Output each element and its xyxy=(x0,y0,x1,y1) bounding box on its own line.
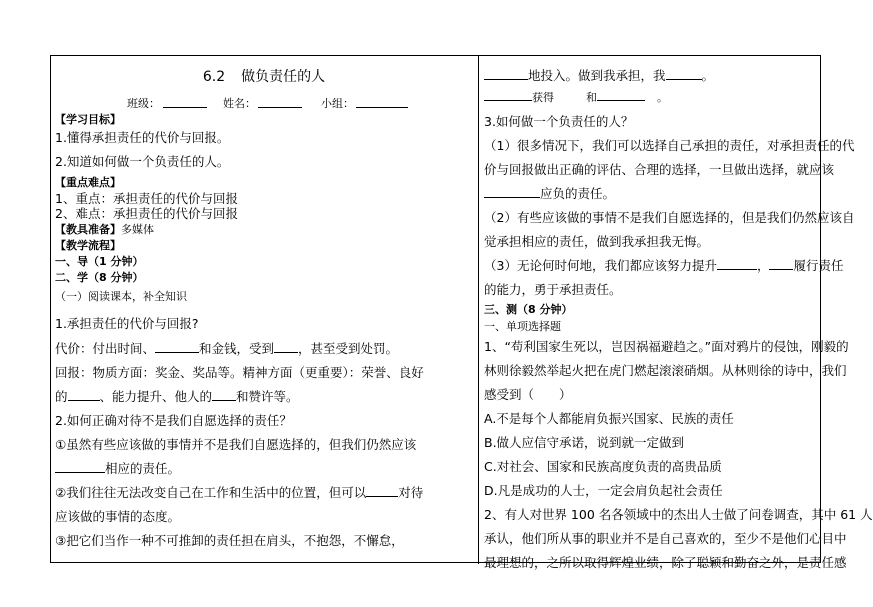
mc2-line-1: 2、有人对世界 100 名各领域中的杰出人士做了问卷调查，其中 61 人 xyxy=(484,507,873,522)
q1-cost-text-b: 和金钱，受到 xyxy=(199,341,275,356)
q3-item-3-a xyxy=(484,256,844,274)
column-divider xyxy=(478,56,479,564)
q3-item-2-b: 觉承担相应的责任，做到我承担我无悔。 xyxy=(484,234,710,249)
r-gain-end: 。 xyxy=(657,91,668,104)
q3-item-3-b: 的能力，勇于承担责任。 xyxy=(484,282,622,297)
prep-row xyxy=(55,221,154,237)
mc1-line-3: 感受到（ ） xyxy=(484,387,572,402)
q1-blank-3[interactable] xyxy=(68,388,100,401)
mc1-line-1: 1、“苟利国家生死以，岂因祸福避趋之。”面对鸦片的侵蚀，刚毅的 xyxy=(484,339,849,354)
goal-2: 2.知道如何做一个负责任的人。 xyxy=(55,154,230,169)
q3-item-1-a: （1）很多情况下，我们可以选择自己承担的责任，对承担责任的代 xyxy=(484,138,855,153)
class-blank[interactable] xyxy=(163,95,207,108)
q3-blank-1[interactable] xyxy=(484,185,540,198)
q2-point-1: ①虽然有些应该做的事情并不是我们自愿选择的，但我们仍然应该 xyxy=(55,437,417,452)
group-blank[interactable] xyxy=(356,95,408,108)
q1-return-text-b: 、能力提升、他人的 xyxy=(99,389,213,404)
q1-cost-line xyxy=(55,339,398,357)
q3-item-2-a: （2）有些应该做的事情不是我们自愿选择的，但是我们仍然应该自 xyxy=(484,210,855,225)
worksheet-table xyxy=(50,55,873,570)
lesson-number: 6.2 xyxy=(202,69,226,85)
name-blank[interactable] xyxy=(258,95,302,108)
q1-return-text-a: 的 xyxy=(55,389,68,404)
r-blank-2[interactable] xyxy=(666,67,702,80)
q3-blank-3[interactable] xyxy=(769,257,793,270)
q2-point-1-text: 相应的责任。 xyxy=(105,461,181,476)
q3-item-3-text-a: （3）无论何时何地，我们都应该努力提升 xyxy=(484,258,717,273)
q2-blank-2[interactable] xyxy=(366,484,398,497)
r-continued-text: 地投入。做到我承担，我 xyxy=(528,68,666,83)
class-label: 班级： xyxy=(127,97,160,110)
q2-blank-1[interactable] xyxy=(55,460,105,473)
name-label: 姓名： xyxy=(223,97,256,110)
goal-1: 1.懂得承担责任的代价与回报。 xyxy=(55,130,230,145)
prep-header: 【教具准备】 xyxy=(55,223,121,236)
lesson-title: 做负责任的人 xyxy=(241,69,326,85)
r-blank-4[interactable] xyxy=(597,88,645,101)
mc1-line-2: 林则徐毅然举起火把在虎门燃起滚滚硝烟。从林则徐的诗中，我们 xyxy=(484,363,847,378)
q1-return-line-2 xyxy=(55,387,299,405)
r-gain-and: 和 xyxy=(586,91,597,104)
q1-blank-1[interactable] xyxy=(155,340,199,353)
r-blank-3[interactable] xyxy=(484,88,532,101)
right-column xyxy=(484,56,873,570)
r-blank-1[interactable] xyxy=(484,67,528,80)
r-continued-line xyxy=(484,66,714,84)
step-guide: 一、导（1 分钟） xyxy=(55,255,144,268)
question-3: 3.如何做一个负责任的人？ xyxy=(484,114,634,129)
q2-point-1-cont xyxy=(55,459,180,477)
goals-header: 【学习目标】 xyxy=(55,113,121,126)
page-title xyxy=(55,66,473,86)
mc1-option-d[interactable]: D.凡是成功的人士，一定会肩负起社会责任 xyxy=(484,483,723,498)
q1-return-text-c: 和赞许等。 xyxy=(236,389,299,404)
q1-cost-text-a: 代价：付出时间、 xyxy=(55,341,156,356)
group-label: 小组： xyxy=(321,97,354,110)
mc1-option-c[interactable]: C.对社会、国家和民族高度负责的高贵品质 xyxy=(484,459,722,474)
question-2: 2.如何正确对待不是我们自愿选择的责任？ xyxy=(55,413,292,428)
mc1-option-a[interactable]: A.不是每个人都能肩负振兴国家、民族的责任 xyxy=(484,411,734,426)
key-point-2: 2、难点：承担责任的代价与回报 xyxy=(55,206,238,221)
q3-blank-2[interactable] xyxy=(717,257,757,270)
sub-section-read: （一）阅读课本，补全知识 xyxy=(55,290,187,303)
question-1: 1.承担责任的代价与回报? xyxy=(55,316,199,331)
r-gain-text: 获得 xyxy=(532,91,554,104)
q3-item-1-c xyxy=(484,184,615,202)
q1-blank-2[interactable] xyxy=(274,340,298,353)
q3-item-1-c-text: 应负的责任。 xyxy=(540,186,616,201)
r-gain-line xyxy=(484,88,668,105)
step-learn: 二、学（8 分钟） xyxy=(55,271,144,284)
prep-text: 多媒体 xyxy=(121,223,154,236)
mc2-line-2: 承认，他们所从事的职业并不是自己喜欢的，至少不是他们心目中 xyxy=(484,531,847,546)
q1-return-line: 回报：物质方面：奖金、奖品等。精神方面（更重要）：荣誉、良好 xyxy=(55,365,424,380)
q3-item-3-text-b: ， xyxy=(756,258,770,273)
left-column xyxy=(55,56,473,564)
step-test: 三、测（8 分钟） xyxy=(484,303,573,316)
r-continued-end: 。 xyxy=(701,68,715,83)
q2-point-2 xyxy=(55,483,423,501)
single-choice-header: 一、单项选择题 xyxy=(484,320,561,333)
flow-header: 【教学流程】 xyxy=(55,239,121,252)
q1-blank-4[interactable] xyxy=(212,388,236,401)
q3-item-1-b: 价与回报做出正确的评估、合理的选择，一旦做出选择，就应该 xyxy=(484,162,835,177)
q1-cost-text-c: ，甚至受到处罚。 xyxy=(298,341,399,356)
q2-point-3: ③把它们当作一种不可推卸的责任担在肩头，不抱怨，不懈怠， xyxy=(55,533,404,548)
key-points-header: 【重点难点】 xyxy=(55,176,121,189)
mc2-line-3: 最理想的，之所以取得辉煌业绩，除了聪颖和勤奋之外，是责任感 xyxy=(484,555,847,570)
mc1-option-b[interactable]: B.做人应信守承诺，说到就一定做到 xyxy=(484,435,685,450)
q2-point-2-text-a: ②我们往往无法改变自己在工作和生活中的位置，但可以 xyxy=(55,485,367,500)
q2-point-2-text-b: 对待 xyxy=(398,485,424,500)
key-point-1: 1、重点：承担责任的代价与回报 xyxy=(55,191,238,206)
q2-point-2-cont: 应该做的事情的态度。 xyxy=(55,509,181,524)
q3-item-3-text-c: 履行责任 xyxy=(793,258,844,273)
